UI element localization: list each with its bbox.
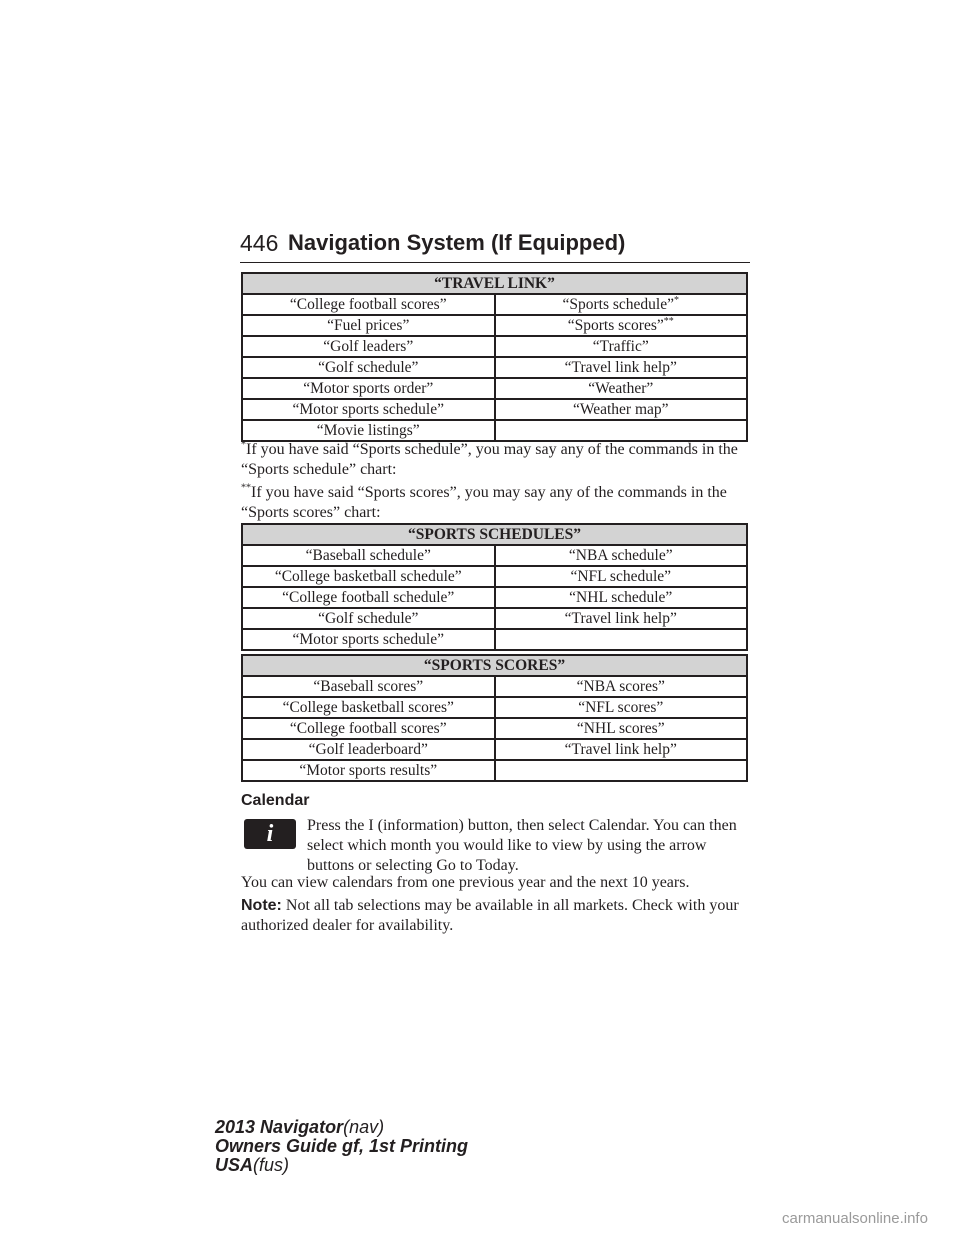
cell-text: “NHL schedule” [569,588,673,606]
cell-text: “College football scores” [289,719,447,737]
table-row [242,608,747,629]
table-cell [242,587,495,608]
cell-text: “Movie listings” [316,421,420,439]
info-icon [244,819,296,849]
table-cell [242,420,495,441]
table-cell [242,357,495,378]
table-cell [242,739,495,760]
table-row [242,378,747,399]
table-cell [495,357,748,378]
footer-model-code: (nav) [343,1117,385,1137]
cell-text: “Motor sports schedule” [292,400,445,418]
footnote-marker: * [673,294,679,306]
table-cell [242,760,495,781]
table-cell [242,697,495,718]
sports-scores-table [241,654,748,782]
table-row [242,676,747,697]
footnote-sports-schedule [241,440,751,480]
table-title: “SPORTS SCORES” [242,655,747,676]
table-cell [495,566,748,587]
table-cell [495,294,748,315]
table-row [242,718,747,739]
table-cell [495,420,748,441]
table-cell [242,608,495,629]
cell-text: “College football scores” [289,295,447,313]
cell-text: “NBA scores” [576,677,665,695]
footer-region: USA [215,1155,254,1175]
table-cell [495,739,748,760]
table-row [242,739,747,760]
cell-text: “Baseball schedule” [305,546,431,564]
table-row [242,294,747,315]
sports-schedules-table [241,523,748,651]
calendar-heading: Calendar [241,792,310,809]
table-cell [495,587,748,608]
table-cell [242,315,495,336]
cell-text: “NFL scores” [578,698,664,716]
cell-text: “Sports scores” [567,316,664,334]
table-cell [242,336,495,357]
table-cell [495,760,748,781]
info-glyph: i [266,821,274,847]
table-cell [495,629,748,650]
footnote-marker: ** [663,315,674,327]
table-cell [495,336,748,357]
table-cell [242,566,495,587]
cell-text: “NBA schedule” [568,546,673,564]
cell-text: “Weather map” [572,400,669,418]
cell-text: “College basketball scores” [282,698,454,716]
table-row [242,336,747,357]
footnote-text: If you have said “Sports schedule”, you may say any of the commands in the “Sports schedule” chart: [241,441,738,478]
cell-text: “Golf leaders” [323,337,414,355]
table-row [242,399,747,420]
calendar-range-text: You can view calendars from one previous year and the next 10 years. [241,874,690,891]
cell-text: “NFL schedule” [570,567,672,585]
cell-text: “Golf schedule” [318,609,419,627]
table-row [242,697,747,718]
table-cell [242,676,495,697]
table-cell [495,718,748,739]
cell-text: “Golf schedule” [318,358,419,376]
table-row [242,587,747,608]
table-row [242,420,747,441]
table-cell [242,294,495,315]
cell-text: “Traffic” [592,337,649,355]
table-cell [495,378,748,399]
note-text: Not all tab selections may be available in all markets. Check with your authorized dealer for availability. [241,897,739,934]
cell-text: “College basketball schedule” [274,567,462,585]
table-cell [495,608,748,629]
cell-text: “Travel link help” [564,358,677,376]
cell-text: “Weather” [588,379,654,397]
footnote-text: If you have said “Sports scores”, you may say any of the commands in the “Sports scores” chart: [241,484,727,521]
table-cell [242,718,495,739]
document-footer [215,1118,468,1175]
table-cell [495,676,748,697]
page-header [240,228,750,263]
cell-text: “Travel link help” [564,740,677,758]
table-cell [242,378,495,399]
table-row [242,545,747,566]
table-cell [242,629,495,650]
footnote-sports-scores [241,483,751,523]
cell-text: “Travel link help” [564,609,677,627]
table-row [242,760,747,781]
table-cell [242,399,495,420]
table-row [242,315,747,336]
cell-text: “College football schedule” [282,588,455,606]
cell-text: “NHL scores” [576,719,665,737]
cell-text: “Golf leaderboard” [308,740,428,758]
table-cell [495,545,748,566]
table-row [242,357,747,378]
cell-text: “Sports schedule” [562,295,674,313]
cell-text: “Motor sports order” [303,379,434,397]
table-cell [242,545,495,566]
footer-model: 2013 Navigator [215,1117,344,1137]
cell-text: “Fuel prices” [327,316,410,334]
section-title: Navigation System (If Equipped) [288,230,626,255]
table-cell [495,399,748,420]
footer-region-code: (fus) [253,1155,290,1175]
watermark: carmanualsonline.info [782,1210,928,1227]
table-title: “TRAVEL LINK” [242,273,747,294]
travel-link-table [241,272,748,442]
cell-text: “Motor sports results” [299,761,438,779]
footnote-marker: ** [241,482,251,494]
page-number: 446 [240,230,279,256]
table-title: “SPORTS SCHEDULES” [242,524,747,545]
footnote-marker: * [241,439,246,451]
table-cell [495,697,748,718]
cell-text: “Baseball scores” [313,677,424,695]
table-cell [495,315,748,336]
footer-guide: Owners Guide gf, 1st Printing [215,1136,469,1156]
cell-text: “Motor sports schedule” [292,630,445,648]
calendar-note [241,896,751,936]
table-row [242,566,747,587]
calendar-instructions: Press the I (information) button, then select Calendar. You can then select which month you would like to view by using the arrow buttons or selecting Go to Today. [307,817,737,874]
table-row [242,629,747,650]
note-label: Note: [241,897,282,914]
